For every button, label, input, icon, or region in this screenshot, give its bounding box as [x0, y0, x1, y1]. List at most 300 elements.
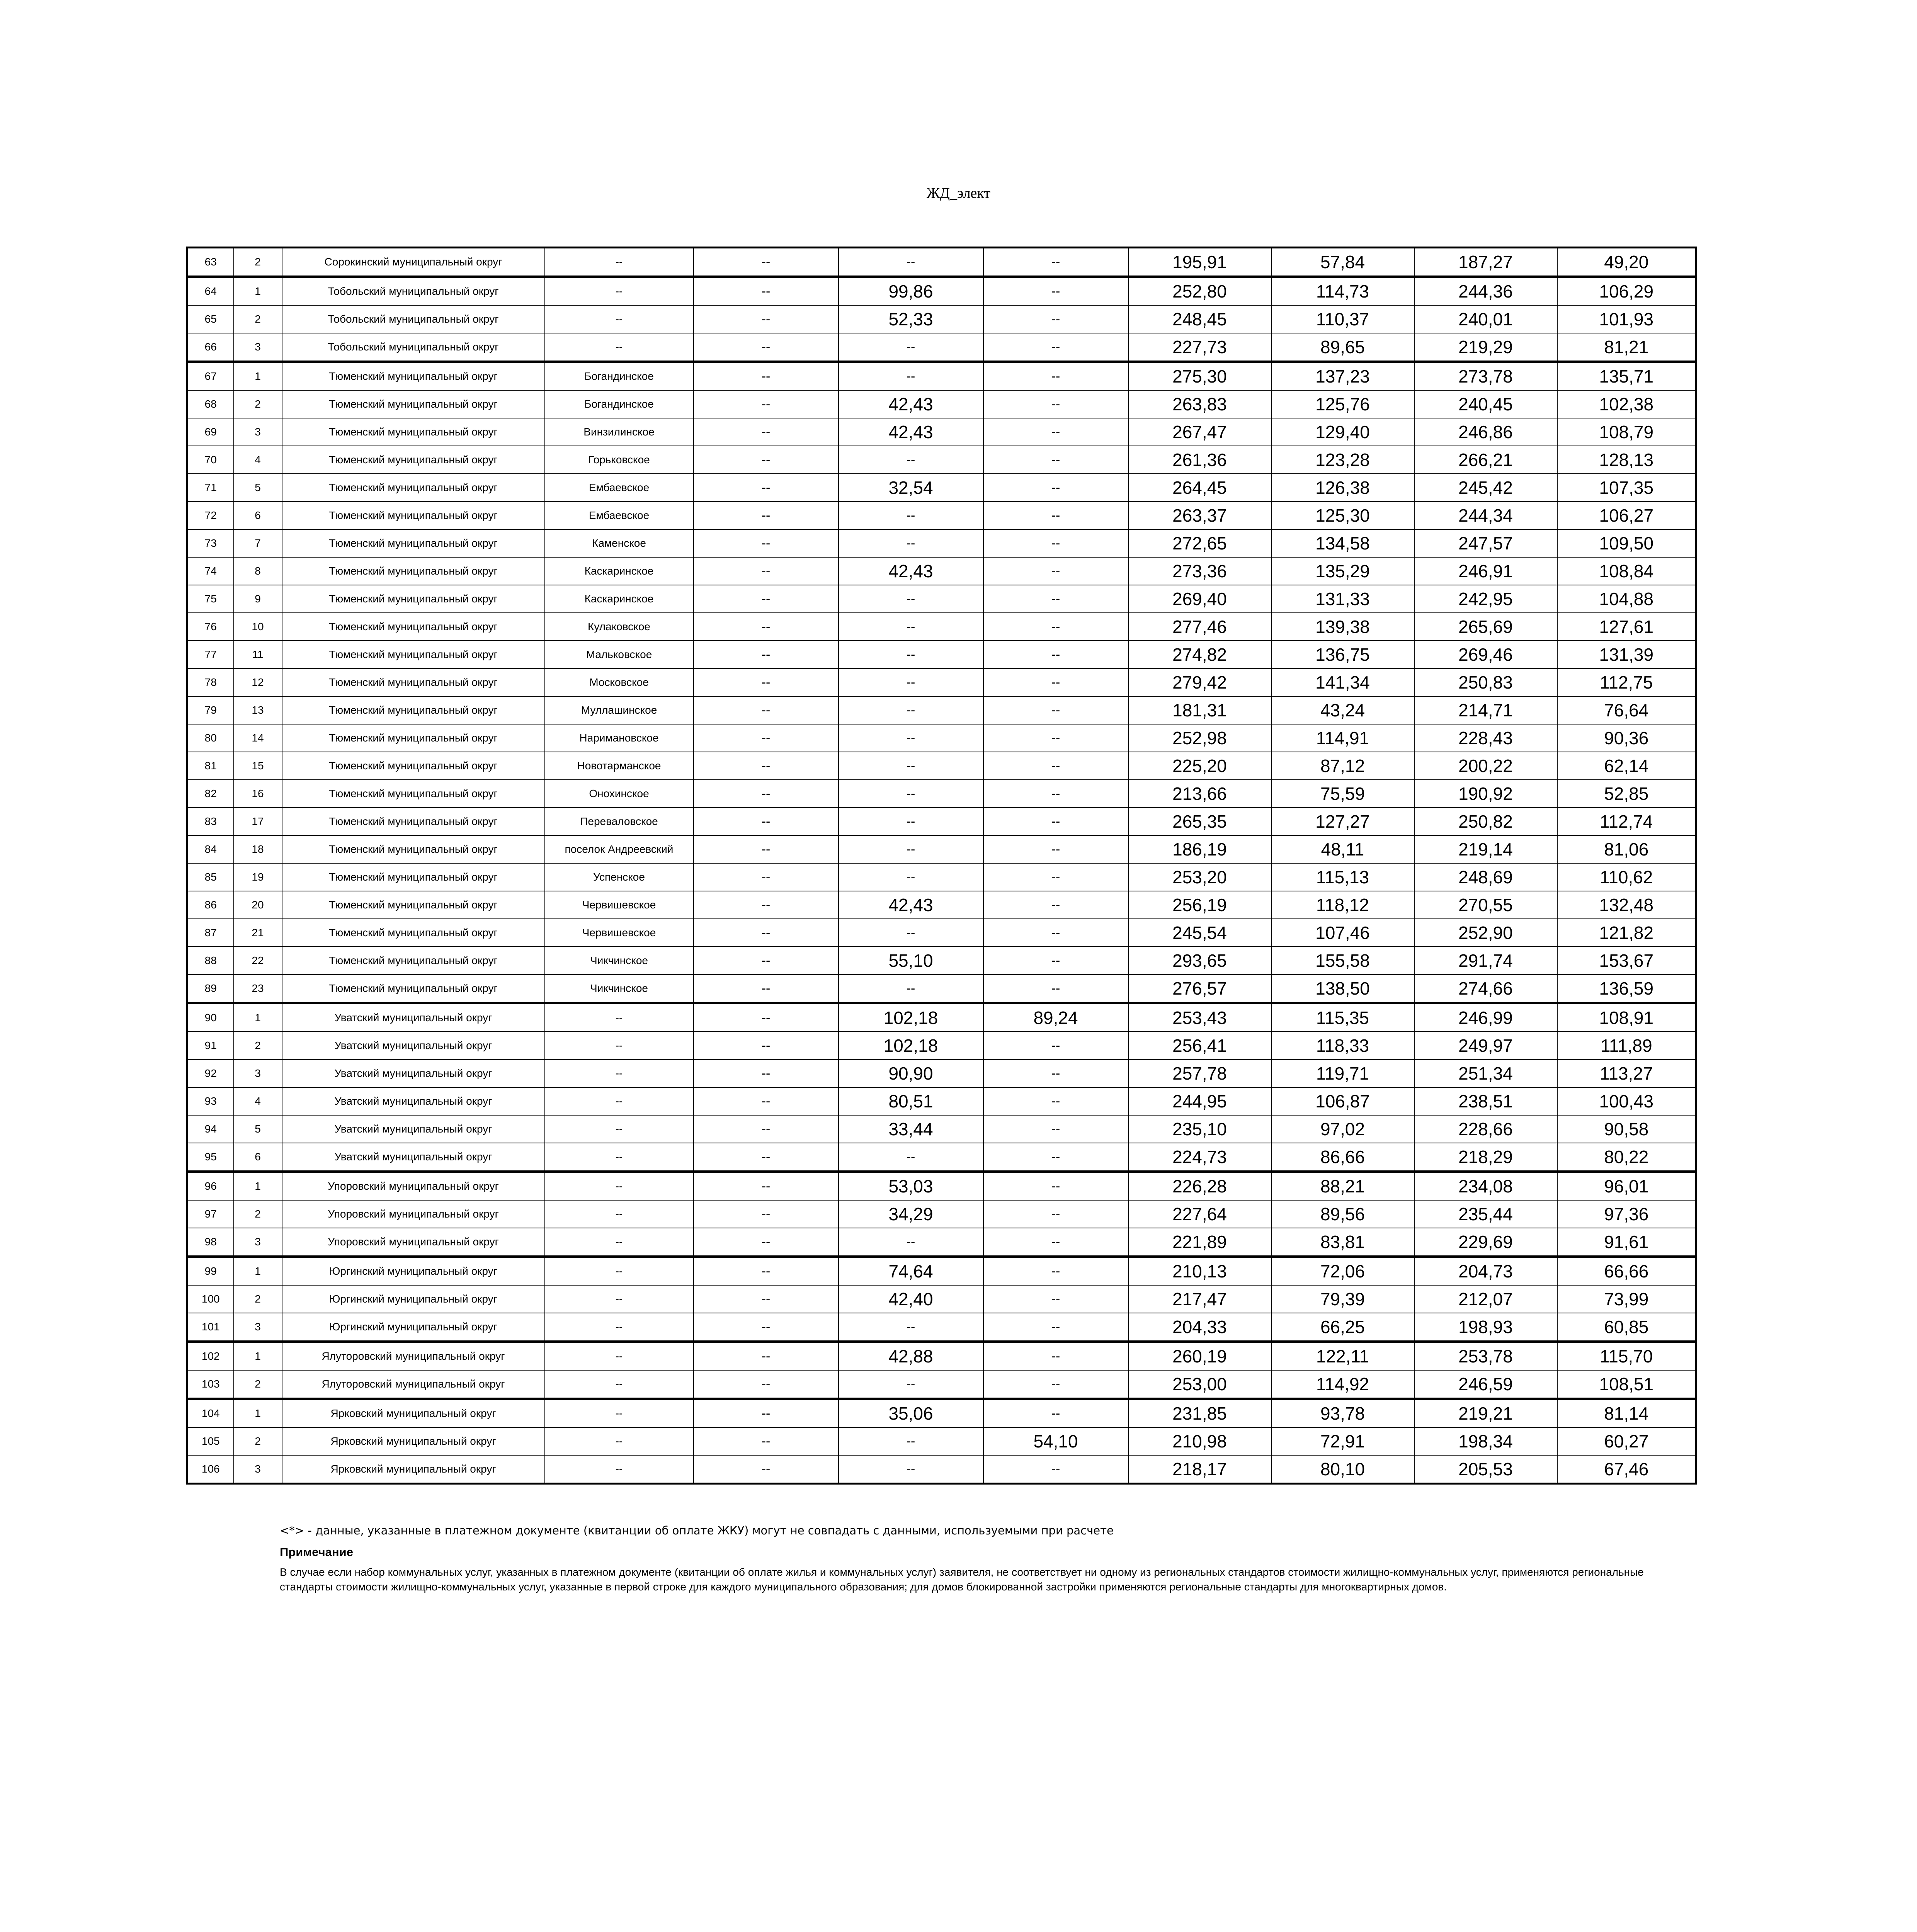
col-6-value: 99,86: [839, 277, 983, 305]
municipality-name: Тюменский муниципальный округ: [282, 362, 545, 390]
col-5-value: --: [694, 502, 839, 529]
col-9-value: 137,23: [1271, 362, 1414, 390]
municipality-name: Тюменский муниципальный округ: [282, 975, 545, 1003]
row-number: 88: [187, 947, 234, 975]
col-11-value: 80,22: [1557, 1143, 1696, 1172]
row-index: 4: [234, 446, 282, 474]
col-10-value: 291,74: [1414, 947, 1557, 975]
settlement-name: --: [545, 1200, 694, 1228]
col-11-value: 73,99: [1557, 1285, 1696, 1313]
col-10-value: 269,46: [1414, 641, 1557, 668]
col-5-value: --: [694, 780, 839, 808]
col-5-value: --: [694, 641, 839, 668]
col-8-value: 253,20: [1128, 863, 1271, 891]
municipality-name: Тюменский муниципальный округ: [282, 585, 545, 613]
municipality-name: Уватский муниципальный округ: [282, 1003, 545, 1032]
col-8-value: 261,36: [1128, 446, 1271, 474]
col-8-value: 252,80: [1128, 277, 1271, 305]
col-6-value: --: [839, 668, 983, 696]
table-row: [187, 891, 1696, 919]
col-10-value: 248,69: [1414, 863, 1557, 891]
col-6-value: --: [839, 1143, 983, 1172]
col-11-value: 101,93: [1557, 305, 1696, 333]
col-7-value: --: [983, 1200, 1128, 1228]
municipality-name: Тюменский муниципальный округ: [282, 613, 545, 641]
col-11-value: 108,51: [1557, 1370, 1696, 1399]
col-7-value: --: [983, 305, 1128, 333]
table-row: [187, 474, 1696, 502]
settlement-name: --: [545, 1032, 694, 1060]
settlement-name: Каскаринское: [545, 557, 694, 585]
col-7-value: --: [983, 1342, 1128, 1370]
col-9-value: 126,38: [1271, 474, 1414, 502]
col-10-value: 228,66: [1414, 1115, 1557, 1143]
col-11-value: 136,59: [1557, 975, 1696, 1003]
municipality-name: Тюменский муниципальный округ: [282, 446, 545, 474]
settlement-name: --: [545, 277, 694, 305]
col-9-value: 72,91: [1271, 1427, 1414, 1455]
col-9-value: 93,78: [1271, 1399, 1414, 1427]
col-7-value: --: [983, 557, 1128, 585]
col-8-value: 279,42: [1128, 668, 1271, 696]
col-6-value: 42,43: [839, 418, 983, 446]
col-5-value: --: [694, 863, 839, 891]
row-index: 10: [234, 613, 282, 641]
col-5-value: --: [694, 613, 839, 641]
settlement-name: Каменское: [545, 529, 694, 557]
table-row: [187, 780, 1696, 808]
row-number: 95: [187, 1143, 234, 1172]
row-number: 96: [187, 1172, 234, 1200]
col-8-value: 253,43: [1128, 1003, 1271, 1032]
row-index: 21: [234, 919, 282, 947]
municipality-name: Уватский муниципальный округ: [282, 1115, 545, 1143]
table-row: [187, 1313, 1696, 1342]
row-number: 80: [187, 724, 234, 752]
col-7-value: --: [983, 947, 1128, 975]
col-9-value: 118,12: [1271, 891, 1414, 919]
municipality-name: Ялуторовский муниципальный округ: [282, 1370, 545, 1399]
municipality-name: Тюменский муниципальный округ: [282, 724, 545, 752]
col-11-value: 81,21: [1557, 333, 1696, 362]
col-11-value: 111,89: [1557, 1032, 1696, 1060]
col-6-value: 90,90: [839, 1060, 983, 1087]
col-8-value: 257,78: [1128, 1060, 1271, 1087]
col-7-value: --: [983, 1257, 1128, 1285]
col-7-value: --: [983, 780, 1128, 808]
col-9-value: 127,27: [1271, 808, 1414, 835]
col-9-value: 122,11: [1271, 1342, 1414, 1370]
col-11-value: 104,88: [1557, 585, 1696, 613]
col-10-value: 244,34: [1414, 502, 1557, 529]
settlement-name: Винзилинское: [545, 418, 694, 446]
row-index: 1: [234, 1172, 282, 1200]
col-7-value: --: [983, 863, 1128, 891]
notes-block: [280, 1523, 1694, 1594]
col-7-value: --: [983, 1115, 1128, 1143]
row-index: 5: [234, 1115, 282, 1143]
col-5-value: --: [694, 835, 839, 863]
table-row: [187, 446, 1696, 474]
col-9-value: 80,10: [1271, 1455, 1414, 1484]
col-9-value: 86,66: [1271, 1143, 1414, 1172]
row-number: 71: [187, 474, 234, 502]
col-10-value: 246,91: [1414, 557, 1557, 585]
settlement-name: Богандинское: [545, 362, 694, 390]
col-6-value: 32,54: [839, 474, 983, 502]
row-index: 5: [234, 474, 282, 502]
municipality-name: Тобольский муниципальный округ: [282, 277, 545, 305]
row-number: 75: [187, 585, 234, 613]
col-10-value: 273,78: [1414, 362, 1557, 390]
col-6-value: --: [839, 835, 983, 863]
col-11-value: 76,64: [1557, 696, 1696, 724]
col-8-value: 293,65: [1128, 947, 1271, 975]
settlement-name: Наримановское: [545, 724, 694, 752]
col-9-value: 135,29: [1271, 557, 1414, 585]
table-row: [187, 1143, 1696, 1172]
row-index: 2: [234, 1032, 282, 1060]
row-number: 90: [187, 1003, 234, 1032]
row-number: 78: [187, 668, 234, 696]
col-7-value: --: [983, 446, 1128, 474]
col-9-value: 115,13: [1271, 863, 1414, 891]
col-10-value: 240,45: [1414, 390, 1557, 418]
row-index: 2: [234, 1427, 282, 1455]
settlement-name: Червишевское: [545, 919, 694, 947]
col-6-value: --: [839, 613, 983, 641]
col-8-value: 186,19: [1128, 835, 1271, 863]
table-row: [187, 502, 1696, 529]
settlement-name: Онохинское: [545, 780, 694, 808]
col-5-value: --: [694, 1399, 839, 1427]
col-11-value: 90,36: [1557, 724, 1696, 752]
col-7-value: --: [983, 1455, 1128, 1484]
row-index: 14: [234, 724, 282, 752]
col-6-value: --: [839, 446, 983, 474]
col-8-value: 263,37: [1128, 502, 1271, 529]
col-9-value: 114,92: [1271, 1370, 1414, 1399]
col-10-value: 246,99: [1414, 1003, 1557, 1032]
municipality-name: Ярковский муниципальный округ: [282, 1427, 545, 1455]
municipality-name: Тюменский муниципальный округ: [282, 891, 545, 919]
col-11-value: 108,91: [1557, 1003, 1696, 1032]
col-9-value: 115,35: [1271, 1003, 1414, 1032]
settlement-name: --: [545, 1060, 694, 1087]
col-5-value: --: [694, 1313, 839, 1342]
col-10-value: 218,29: [1414, 1143, 1557, 1172]
settlement-name: поселок Андреевский: [545, 835, 694, 863]
row-number: 102: [187, 1342, 234, 1370]
col-8-value: 235,10: [1128, 1115, 1271, 1143]
col-6-value: 74,64: [839, 1257, 983, 1285]
col-8-value: 244,95: [1128, 1087, 1271, 1115]
col-10-value: 251,34: [1414, 1060, 1557, 1087]
col-5-value: --: [694, 752, 839, 780]
row-number: 99: [187, 1257, 234, 1285]
municipality-name: Ярковский муниципальный округ: [282, 1455, 545, 1484]
col-11-value: 97,36: [1557, 1200, 1696, 1228]
col-10-value: 219,29: [1414, 333, 1557, 362]
col-7-value: --: [983, 1087, 1128, 1115]
row-number: 79: [187, 696, 234, 724]
col-8-value: 245,54: [1128, 919, 1271, 947]
col-9-value: 75,59: [1271, 780, 1414, 808]
row-number: 73: [187, 529, 234, 557]
col-9-value: 139,38: [1271, 613, 1414, 641]
row-number: 94: [187, 1115, 234, 1143]
col-7-value: 89,24: [983, 1003, 1128, 1032]
col-5-value: --: [694, 1032, 839, 1060]
col-9-value: 87,12: [1271, 752, 1414, 780]
row-number: 66: [187, 333, 234, 362]
table-row: [187, 1257, 1696, 1285]
col-8-value: 265,35: [1128, 808, 1271, 835]
col-9-value: 155,58: [1271, 947, 1414, 975]
col-11-value: 109,50: [1557, 529, 1696, 557]
table-row: [187, 1285, 1696, 1313]
municipality-name: Тюменский муниципальный округ: [282, 863, 545, 891]
col-8-value: 195,91: [1128, 248, 1271, 277]
settlement-name: --: [545, 1143, 694, 1172]
settlement-name: --: [545, 1172, 694, 1200]
col-6-value: --: [839, 1313, 983, 1342]
municipality-name: Уватский муниципальный округ: [282, 1032, 545, 1060]
municipality-name: Юргинский муниципальный округ: [282, 1313, 545, 1342]
col-9-value: 118,33: [1271, 1032, 1414, 1060]
col-7-value: --: [983, 891, 1128, 919]
col-10-value: 244,36: [1414, 277, 1557, 305]
col-5-value: --: [694, 390, 839, 418]
col-7-value: --: [983, 333, 1128, 362]
row-index: 9: [234, 585, 282, 613]
row-number: 69: [187, 418, 234, 446]
row-index: 3: [234, 1313, 282, 1342]
table-row: [187, 248, 1696, 277]
settlement-name: Ембаевское: [545, 474, 694, 502]
col-8-value: 277,46: [1128, 613, 1271, 641]
row-number: 97: [187, 1200, 234, 1228]
settlement-name: --: [545, 305, 694, 333]
col-7-value: 54,10: [983, 1427, 1128, 1455]
col-9-value: 89,56: [1271, 1200, 1414, 1228]
col-10-value: 252,90: [1414, 919, 1557, 947]
col-9-value: 107,46: [1271, 919, 1414, 947]
col-8-value: 274,82: [1128, 641, 1271, 668]
table-row: [187, 362, 1696, 390]
col-5-value: --: [694, 891, 839, 919]
municipality-name: Юргинский муниципальный округ: [282, 1257, 545, 1285]
col-8-value: 275,30: [1128, 362, 1271, 390]
col-11-value: 107,35: [1557, 474, 1696, 502]
col-5-value: --: [694, 1257, 839, 1285]
row-index: 3: [234, 1228, 282, 1257]
col-10-value: 246,86: [1414, 418, 1557, 446]
col-7-value: --: [983, 390, 1128, 418]
row-number: 64: [187, 277, 234, 305]
table-row: [187, 529, 1696, 557]
row-index: 6: [234, 502, 282, 529]
row-index: 1: [234, 1003, 282, 1032]
settlement-name: Муллашинское: [545, 696, 694, 724]
col-6-value: 35,06: [839, 1399, 983, 1427]
col-10-value: 229,69: [1414, 1228, 1557, 1257]
col-7-value: --: [983, 724, 1128, 752]
row-index: 2: [234, 390, 282, 418]
col-8-value: 231,85: [1128, 1399, 1271, 1427]
settlement-name: Каскаринское: [545, 585, 694, 613]
municipality-name: Тюменский муниципальный округ: [282, 668, 545, 696]
col-11-value: 81,06: [1557, 835, 1696, 863]
col-6-value: 55,10: [839, 947, 983, 975]
col-7-value: --: [983, 1172, 1128, 1200]
municipality-name: Тюменский муниципальный округ: [282, 780, 545, 808]
table-row: [187, 1060, 1696, 1087]
settlement-name: --: [545, 1257, 694, 1285]
row-number: 63: [187, 248, 234, 277]
col-5-value: --: [694, 585, 839, 613]
col-6-value: --: [839, 863, 983, 891]
col-10-value: 235,44: [1414, 1200, 1557, 1228]
col-11-value: 113,27: [1557, 1060, 1696, 1087]
col-11-value: 110,62: [1557, 863, 1696, 891]
municipality-name: Юргинский муниципальный округ: [282, 1285, 545, 1313]
table-row: [187, 585, 1696, 613]
settlement-name: --: [545, 1313, 694, 1342]
col-5-value: --: [694, 1087, 839, 1115]
col-8-value: 204,33: [1128, 1313, 1271, 1342]
col-10-value: 228,43: [1414, 724, 1557, 752]
col-8-value: 218,17: [1128, 1455, 1271, 1484]
row-number: 85: [187, 863, 234, 891]
col-10-value: 253,78: [1414, 1342, 1557, 1370]
col-9-value: 125,30: [1271, 502, 1414, 529]
col-8-value: 267,47: [1128, 418, 1271, 446]
settlement-name: Горьковское: [545, 446, 694, 474]
col-10-value: 266,21: [1414, 446, 1557, 474]
table-row: [187, 947, 1696, 975]
col-11-value: 108,84: [1557, 557, 1696, 585]
col-10-value: 246,59: [1414, 1370, 1557, 1399]
col-8-value: 210,98: [1128, 1427, 1271, 1455]
col-10-value: 265,69: [1414, 613, 1557, 641]
col-9-value: 43,24: [1271, 696, 1414, 724]
settlement-name: --: [545, 1427, 694, 1455]
col-8-value: 276,57: [1128, 975, 1271, 1003]
col-5-value: --: [694, 1455, 839, 1484]
row-number: 101: [187, 1313, 234, 1342]
municipality-name: Тюменский муниципальный округ: [282, 752, 545, 780]
col-8-value: 263,83: [1128, 390, 1271, 418]
col-5-value: --: [694, 1143, 839, 1172]
col-7-value: --: [983, 975, 1128, 1003]
col-10-value: 214,71: [1414, 696, 1557, 724]
row-index: 23: [234, 975, 282, 1003]
col-7-value: --: [983, 1399, 1128, 1427]
row-index: 2: [234, 1285, 282, 1313]
col-11-value: 112,75: [1557, 668, 1696, 696]
settlement-name: Червишевское: [545, 891, 694, 919]
col-7-value: --: [983, 1313, 1128, 1342]
municipality-name: Тюменский муниципальный округ: [282, 474, 545, 502]
col-8-value: 253,00: [1128, 1370, 1271, 1399]
col-8-value: 256,41: [1128, 1032, 1271, 1060]
row-number: 100: [187, 1285, 234, 1313]
table-row: [187, 808, 1696, 835]
col-6-value: --: [839, 362, 983, 390]
row-index: 13: [234, 696, 282, 724]
table-row: [187, 1115, 1696, 1143]
col-11-value: 102,38: [1557, 390, 1696, 418]
col-9-value: 83,81: [1271, 1228, 1414, 1257]
col-9-value: 138,50: [1271, 975, 1414, 1003]
row-index: 7: [234, 529, 282, 557]
col-5-value: --: [694, 277, 839, 305]
settlement-name: Новотарманское: [545, 752, 694, 780]
municipality-name: Тюменский муниципальный округ: [282, 529, 545, 557]
col-6-value: 42,40: [839, 1285, 983, 1313]
col-11-value: 132,48: [1557, 891, 1696, 919]
municipality-name: Тобольский муниципальный округ: [282, 305, 545, 333]
col-8-value: 272,65: [1128, 529, 1271, 557]
table-row: [187, 1228, 1696, 1257]
table-row: [187, 724, 1696, 752]
row-number: 103: [187, 1370, 234, 1399]
col-10-value: 234,08: [1414, 1172, 1557, 1200]
settlement-name: Переваловское: [545, 808, 694, 835]
row-number: 104: [187, 1399, 234, 1427]
col-6-value: --: [839, 1427, 983, 1455]
col-11-value: 90,58: [1557, 1115, 1696, 1143]
table-row: [187, 613, 1696, 641]
settlement-name: --: [545, 1285, 694, 1313]
col-7-value: --: [983, 1143, 1128, 1172]
col-7-value: --: [983, 613, 1128, 641]
col-10-value: 198,34: [1414, 1427, 1557, 1455]
settlement-name: --: [545, 1087, 694, 1115]
row-index: 1: [234, 1257, 282, 1285]
col-9-value: 129,40: [1271, 418, 1414, 446]
col-8-value: 210,13: [1128, 1257, 1271, 1285]
table-row: [187, 1399, 1696, 1427]
col-9-value: 66,25: [1271, 1313, 1414, 1342]
col-5-value: --: [694, 1427, 839, 1455]
col-7-value: --: [983, 277, 1128, 305]
col-11-value: 60,85: [1557, 1313, 1696, 1342]
row-number: 65: [187, 305, 234, 333]
municipality-name: Тюменский муниципальный округ: [282, 947, 545, 975]
settlement-name: --: [545, 1455, 694, 1484]
col-9-value: 136,75: [1271, 641, 1414, 668]
row-index: 11: [234, 641, 282, 668]
col-11-value: 52,85: [1557, 780, 1696, 808]
col-7-value: --: [983, 696, 1128, 724]
col-9-value: 89,65: [1271, 333, 1414, 362]
table-row: [187, 557, 1696, 585]
col-8-value: 264,45: [1128, 474, 1271, 502]
settlement-name: Чикчинское: [545, 947, 694, 975]
col-6-value: --: [839, 641, 983, 668]
col-5-value: --: [694, 1228, 839, 1257]
col-8-value: 224,73: [1128, 1143, 1271, 1172]
col-6-value: --: [839, 333, 983, 362]
col-11-value: 135,71: [1557, 362, 1696, 390]
col-7-value: --: [983, 835, 1128, 863]
col-9-value: 48,11: [1271, 835, 1414, 863]
municipality-name: Уватский муниципальный округ: [282, 1060, 545, 1087]
municipality-name: Тюменский муниципальный округ: [282, 808, 545, 835]
tariff-table: [186, 247, 1697, 1485]
